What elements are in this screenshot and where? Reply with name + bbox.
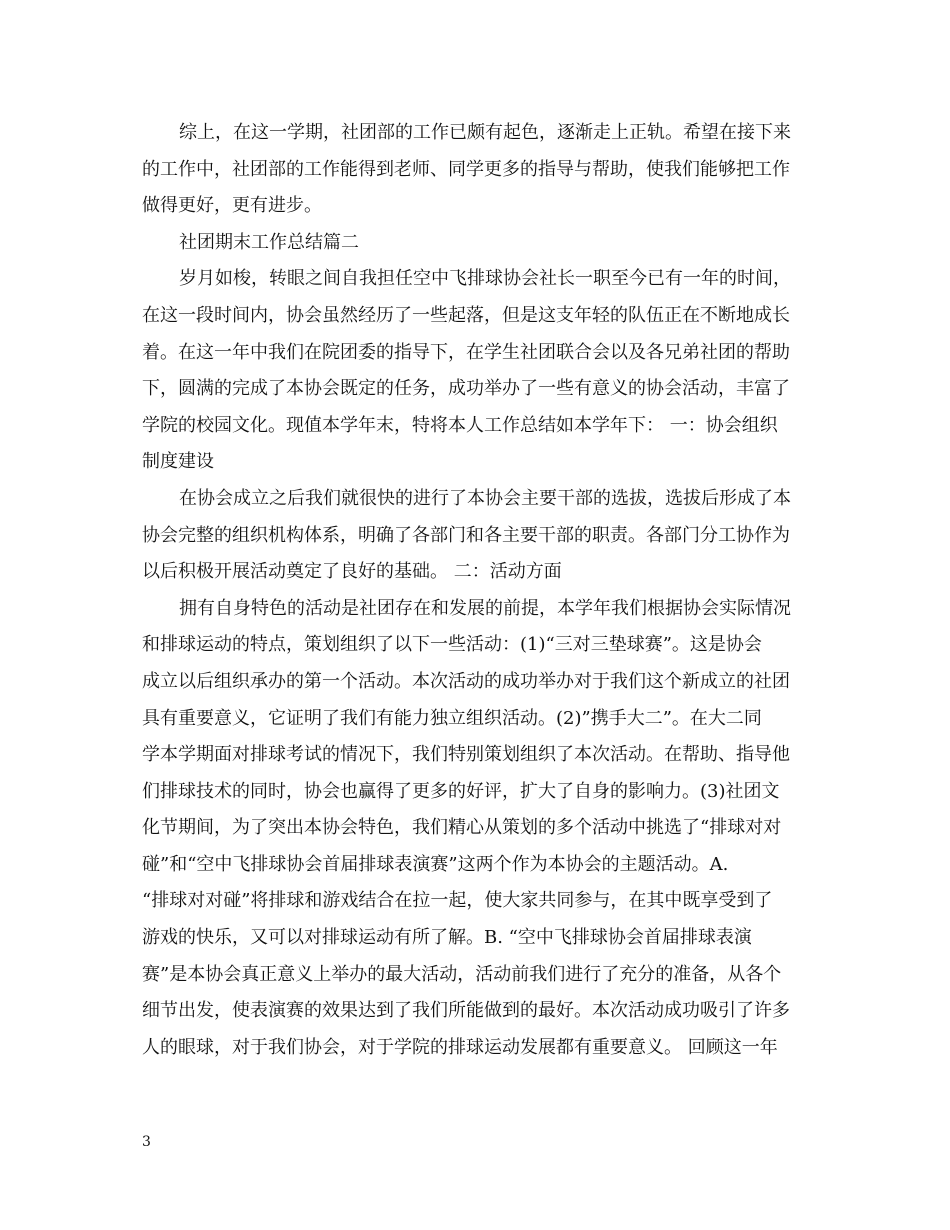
- text-line: 以后积极开展活动奠定了良好的基础。 二：活动方面: [142, 561, 562, 583]
- text-line: 在这一段时间内，协会虽然经历了一些起落，但是这支年轻的队伍正在不断地成长: [142, 304, 790, 326]
- text-line: 赛”是本协会真正意义上举办的最大活动，活动前我们进行了充分的准备，从各个: [142, 963, 782, 985]
- text-line: 和排球运动的特点，策划组织了以下一些活动：(1)“三对三垫球赛”。这是协会: [142, 634, 762, 656]
- text-line: 协会完整的组织机构体系，明确了各部门和各主要干部的职责。各部门分工协作为: [142, 524, 790, 546]
- text-line: 学本学期面对排球考试的情况下，我们特别策划组织了本次活动。在帮助、指导他: [142, 744, 790, 766]
- document-body: [142, 115, 812, 1066]
- text-line: “排球对对碰”将排球和游戏结合在拉一起，使大家共同参与，在其中既享受到了: [142, 890, 773, 912]
- text-line: 综上，在这一学期，社团部的工作已颇有起色，逐渐走上正轨。希望在接下来: [179, 122, 791, 143]
- text-line: 化节期间，为了突出本协会特色，我们精心从策划的多个活动中挑选了“排球对对: [142, 817, 782, 839]
- text-line: 在协会成立之后我们就很快的进行了本协会主要干部的选拔，选拔后形成了本: [179, 487, 791, 509]
- text-line: 制度建设: [142, 451, 214, 473]
- text-line: 具有重要意义，它证明了我们有能力独立组织活动。(2)”携手大二”。在大二同: [142, 707, 762, 729]
- text-line: 们排球技术的同时，协会也赢得了更多的好评，扩大了自身的影响力。(3)社团文: [142, 780, 780, 802]
- text-line: 学院的校园文化。现值本学年末，特将本人工作总结如本学年下： 一：协会组织: [142, 414, 778, 436]
- text-line: 下，圆满的完成了本协会既定的任务，成功举办了一些有意义的协会活动，丰富了: [142, 378, 790, 400]
- text-line: 社团期末工作总结篇二: [179, 231, 359, 253]
- text-line: 碰”和“空中飞排球协会首届排球表演赛”这两个作为本协会的主题活动。A.: [142, 853, 729, 875]
- text-line: 人的眼球，对于我们协会，对于学院的排球运动发展都有重要意义。 回顾这一年: [142, 1036, 778, 1058]
- text-line: 拥有自身特色的活动是社团存在和发展的前提，本学年我们根据协会实际情况: [179, 597, 791, 619]
- page-number: 3: [142, 1134, 151, 1150]
- text-line: 细节出发，使表演赛的效果达到了我们所能做到的最好。本次活动成功吸引了许多: [142, 1000, 790, 1022]
- text-line: 成立以后组织承办的第一个活动。本次活动的成功举办对于我们这个新成立的社团: [142, 670, 790, 692]
- text-line: 的工作中，社团部的工作能得到老师、同学更多的指导与帮助，使我们能够把工作: [142, 158, 790, 180]
- text-line: 着。在这一年中我们在院团委的指导下，在学生社团联合会以及各兄弟社团的帮助: [142, 341, 790, 363]
- text-line: 做得更好，更有进步。: [142, 195, 322, 217]
- text-line: 游戏的快乐，又可以对排球运动有所了解。B. “空中飞排球协会首届排球表演: [142, 927, 752, 949]
- text-line: 岁月如梭，转眼之间自我担任空中飞排球协会社长一职至今已有一年的时间，: [179, 268, 791, 290]
